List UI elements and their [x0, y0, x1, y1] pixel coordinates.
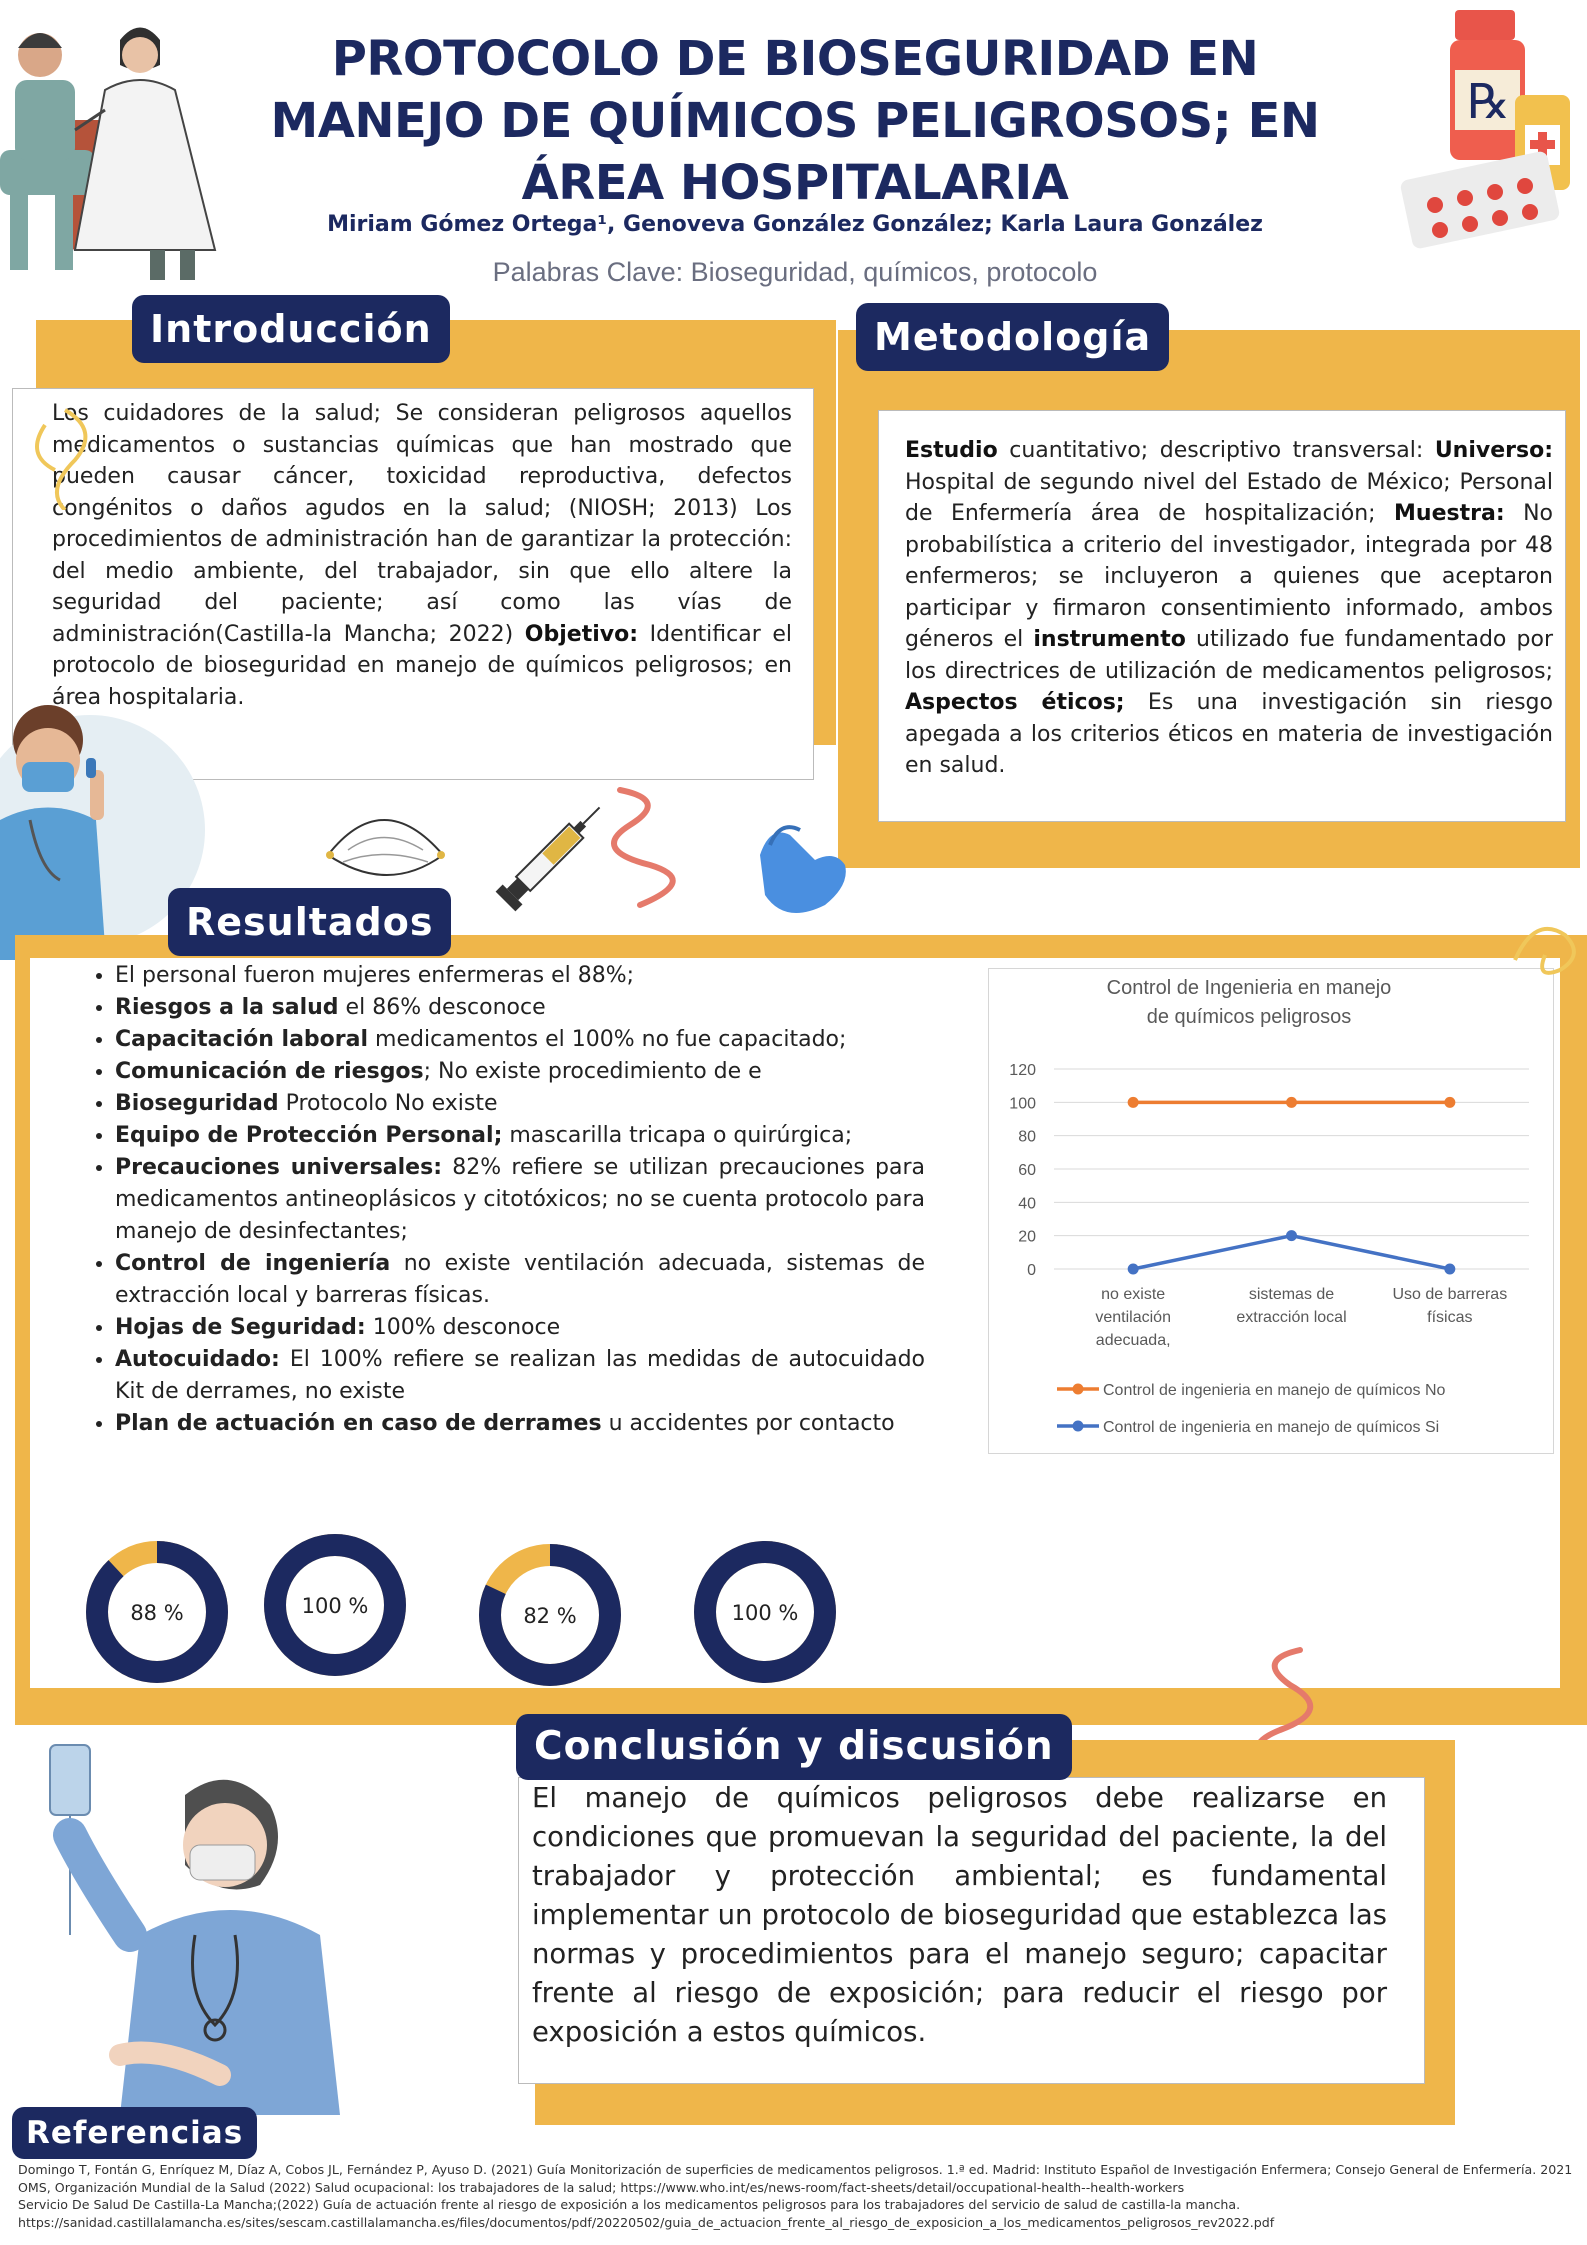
engineering-line-chart [989, 969, 1553, 1453]
y-tick-label: 80 [1018, 1128, 1036, 1146]
met-label: Estudio [905, 438, 998, 463]
resultados-heading: Resultados [168, 888, 451, 956]
result-item: • Bioseguridad Protocolo No existe [115, 1088, 925, 1120]
vaccination-illustration [0, 0, 230, 285]
reference-item: Domingo T, Fontán G, Enríquez M, Díaz A, Cobos JL, Fernández P, Ayuso D. (2021) Guía Monitorización de superficies de medicamentos peligrosos. 1.ª ed. Madrid: Instituto Español de Investigación Enfermera; Consejo General de Enfermería. 2021 [18, 2162, 1573, 2177]
chart-title-line: Control de Ingenieria en manejo [1106, 977, 1392, 999]
y-tick-label: 100 [1009, 1095, 1036, 1113]
title-line: MANEJO DE QUÍMICOS PELIGROSOS; EN [270, 93, 1320, 149]
met-label: Aspectos éticos; [905, 690, 1125, 715]
swirl-decoration [1505, 900, 1587, 990]
data-point [1444, 1264, 1455, 1275]
donut-label: 100 % [301, 1594, 369, 1618]
intro-heading: Introducción [132, 295, 450, 363]
x-tick-line: Uso de barreras [1392, 1286, 1508, 1303]
keywords: Palabras Clave: Bioseguridad, químicos, protocolo [492, 257, 1098, 287]
donut-label: 88 % [130, 1601, 184, 1625]
intro-body: Los cuidadores de la salud; Se consideran peligrosos aquellos medicamentos o sustancias químicas que han mostrado que pueden causar cáncer, toxicidad reproductiva, defectos congénitos o daños agudos en la salud; (NIOSH; 2013) Los procedimientos de administración han de garantizar la protección: del medio ambiente, del trabajador, sin que ello altere la seguridad del paciente; así como las vías de administración(Castilla-la Mancha; 2022) [52, 401, 792, 647]
result-item: • Hojas de Seguridad: 100% desconoce [115, 1312, 925, 1344]
swirl-decoration [25, 400, 105, 510]
nurse-iv-illustration [20, 1735, 350, 2115]
chart-title-line: de químicos peligrosos [1146, 1006, 1352, 1028]
met-text: No probabilística a criterio del investigador, integrada por 48 enfermeros; se incluyeron a quienes que aceptaron participar y firmaron consentimiento informado, ambos géneros el [905, 501, 1553, 652]
donut-chart [275, 1545, 395, 1665]
y-tick-label: 40 [1018, 1195, 1036, 1213]
result-item: • Comunicación de riesgos; No existe procedimiento de e [115, 1056, 925, 1088]
references-list [18, 2161, 1578, 2231]
reference-item: Servicio De Salud De Castilla-La Mancha;(2022) Guía de actuación frente al riesgo de exposición a los medicamentos peligrosos para los trabajadores del servicio de salud de castilla-la mancha. [18, 2197, 1241, 2213]
x-tick-line: ventilación [1095, 1309, 1171, 1326]
data-point [1128, 1264, 1139, 1275]
x-tick-label [1236, 1286, 1346, 1326]
spiral-decoration [600, 780, 680, 920]
donut-chart [705, 1552, 825, 1672]
gloves-icon [745, 815, 860, 915]
y-tick-label: 20 [1018, 1228, 1036, 1246]
result-item: • Autocuidado: El 100% refiere se realizan las medidas de autocuidado Kit de derrames, no existe [115, 1344, 925, 1408]
result-item: • Precauciones universales: 82% refiere se utilizan precauciones para medicamentos antineoplásicos y citotóxicos; no se cuenta protocolo para manejo de desinfectantes; [115, 1152, 925, 1248]
data-point [1128, 1097, 1139, 1108]
y-tick-label: 120 [1009, 1062, 1036, 1079]
x-tick-line: adecuada, [1095, 1332, 1171, 1349]
referencias-heading: Referencias [12, 2107, 257, 2159]
met-text: cuantitativo; descriptivo transversal: [997, 438, 1435, 463]
legend-label: Control de ingenieria en manejo de químicos No [1103, 1382, 1446, 1399]
met-label: Muestra: [1394, 501, 1505, 526]
x-tick-label [1392, 1286, 1507, 1326]
met-text: Hospital de segundo nivel del Estado de México; Personal de Enfermería área de hospitalización; [905, 469, 1553, 526]
met-text: Es una investigación sin riesgo apegada a los criterios éticos en materia de investigación en salud. [905, 690, 1553, 778]
donut-chart [97, 1552, 217, 1672]
x-tick-line: extracción local [1236, 1309, 1347, 1326]
legend-marker [1073, 1384, 1084, 1395]
resultados-list-container [85, 960, 925, 1440]
result-item: • Plan de actuación en caso de derrames u accidentes por contacto [115, 1408, 925, 1440]
donut-label: 100 % [731, 1601, 799, 1625]
x-tick-line: no existe [1101, 1286, 1166, 1303]
donut-chart [490, 1555, 610, 1675]
poster-title [230, 28, 1360, 214]
chart-title [1107, 977, 1392, 1028]
authors: Miriam Gómez Ortega¹, Genoveva González González; Karla Laura González [327, 212, 1263, 237]
result-item: • Riesgos a la salud el 86% desconoce [115, 992, 925, 1024]
conclusion-heading: Conclusión y discusión [516, 1714, 1072, 1780]
result-item: • Capacitación laboral medicamentos el 100% no fue capacitado; [115, 1024, 925, 1056]
face-mask-icon [318, 800, 453, 895]
donut-label: 82 % [523, 1604, 577, 1628]
conclusion-text: El manejo de químicos peligrosos debe realizarse en condiciones que promuevan la seguridad del paciente, la del trabajador y protección ambiental; es fundamental implementar un protocolo de bioseguridad que establezca las normas y procedimientos para el manejo seguro; capacitar frente al riesgo de exposición; para reducir el riesgo por exposición a estos químicos. [532, 1782, 1387, 2048]
met-text: utilizado fue fundamentado por los directrices de utilización de medicamentos peligrosos; [905, 627, 1553, 684]
intro-objective-label: Objetivo: [524, 621, 639, 647]
y-tick-label: 60 [1018, 1162, 1036, 1179]
engineering-chart-frame [988, 968, 1554, 1454]
title-line: ÁREA HOSPITALARIA [521, 155, 1069, 211]
result-item: • Equipo de Protección Personal; mascarilla tricapa o quirúrgica; [115, 1120, 925, 1152]
reference-item: OMS, Organización Mundial de la Salud (2022) Salud ocupacional: los trabajadores de la salud; https://www.who.int/es/news-room/fact-sheets/detail/occupational-health--health-workers [18, 2179, 1185, 2195]
result-item: • El personal fueron mujeres enfermeras el 88%; [115, 960, 925, 992]
metodologia-heading: Metodología [856, 303, 1169, 371]
reference-item: https://sanidad.castillalamancha.es/sites/sescam.castillalamancha.es/files/documentos/pdf/20220502/guia_de_actuacion_frente_al_riesgo_de_exposicion_a_los_medicamentos_peligrosos_rev2022.pdf [18, 2214, 1275, 2230]
data-point [1286, 1230, 1297, 1241]
title-line: PROTOCOLO DE BIOSEGURIDAD EN [331, 31, 1259, 87]
legend-label: Control de ingenieria en manejo de químicos Si [1103, 1419, 1440, 1436]
x-tick-line: sistemas de [1248, 1286, 1335, 1303]
intro-text [52, 398, 792, 713]
svg-text:℞: ℞ [1467, 74, 1511, 130]
data-point [1444, 1097, 1455, 1108]
y-tick-label: 0 [1027, 1262, 1036, 1279]
metodologia-text [905, 435, 1553, 782]
data-point [1286, 1097, 1297, 1108]
x-tick-line: físicas [1427, 1309, 1473, 1326]
percentage-donuts [60, 1515, 860, 1700]
medicine-bottles-illustration [1395, 0, 1587, 250]
resultados-list [85, 960, 925, 1440]
x-tick-label [1095, 1286, 1171, 1349]
legend-marker [1073, 1421, 1084, 1432]
intro-objective-text: Identificar el protocolo de bioseguridad en manejo de químicos peligrosos; en área hospitalaria. [52, 621, 792, 710]
met-label: Universo: [1434, 438, 1553, 463]
result-item: • Control de ingeniería no existe ventilación adecuada, sistemas de extracción local y barreras físicas. [115, 1248, 925, 1312]
met-label: instrumento [1033, 627, 1186, 652]
